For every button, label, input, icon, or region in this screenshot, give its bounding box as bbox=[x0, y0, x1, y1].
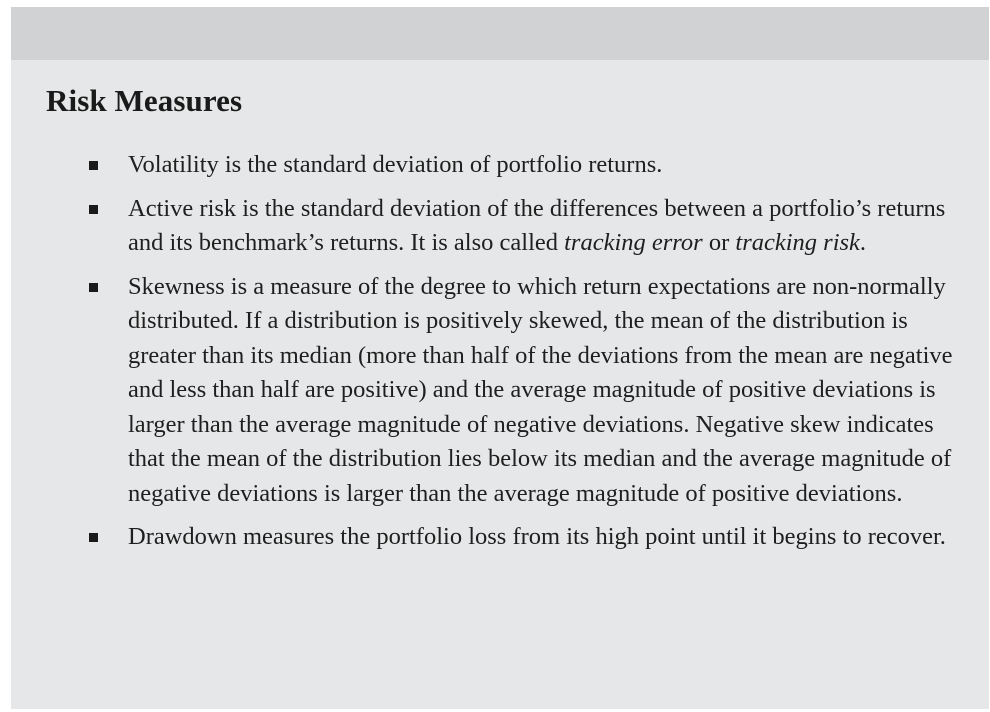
text-segment-italic: tracking risk bbox=[735, 229, 860, 256]
bullet-square-icon bbox=[89, 161, 98, 170]
bullet-square-icon bbox=[89, 205, 98, 214]
text-segment: Active risk is the standard deviation of the differences between a portfolio’s returns and its benchmark’s returns. It is also called bbox=[128, 194, 946, 256]
bullet-text bbox=[128, 148, 963, 183]
box-title: Risk Measures bbox=[46, 83, 243, 118]
box-header-band bbox=[11, 7, 989, 60]
bullet-text bbox=[128, 270, 963, 512]
bullet-list bbox=[11, 148, 989, 564]
list-item-active-risk bbox=[11, 192, 963, 261]
risk-measures-box bbox=[11, 7, 989, 709]
bullet-square-icon bbox=[89, 283, 98, 292]
text-segment: Drawdown measures the portfolio loss from its high point until it begins to recover. bbox=[128, 523, 946, 550]
list-item-skewness bbox=[11, 270, 963, 512]
bullet-text bbox=[128, 192, 963, 261]
text-segment: Skewness is a measure of the degree to which return expectations are non-normally distributed. If a distribution is positively skewed, the mean of the distribution is greater than its median (more than half of the deviations from the mean are negative and less than half are positive) and the average magnitude of positive deviations is larger than the average magnitude of negative deviations. Negative skew indicates that the mean of the distribution lies below its median and the average magnitude of negative deviations is larger than the average magnitude of positive deviations. bbox=[128, 272, 953, 507]
list-item-volatility bbox=[11, 148, 963, 183]
text-segment: . bbox=[859, 229, 867, 256]
text-segment: or bbox=[702, 229, 736, 256]
bullet-square-icon bbox=[89, 533, 98, 542]
bullet-text bbox=[128, 520, 963, 555]
list-item-drawdown bbox=[11, 520, 963, 555]
text-segment: Volatility is the standard deviation of portfolio returns. bbox=[128, 151, 663, 178]
text-segment-italic: tracking error bbox=[564, 229, 703, 256]
